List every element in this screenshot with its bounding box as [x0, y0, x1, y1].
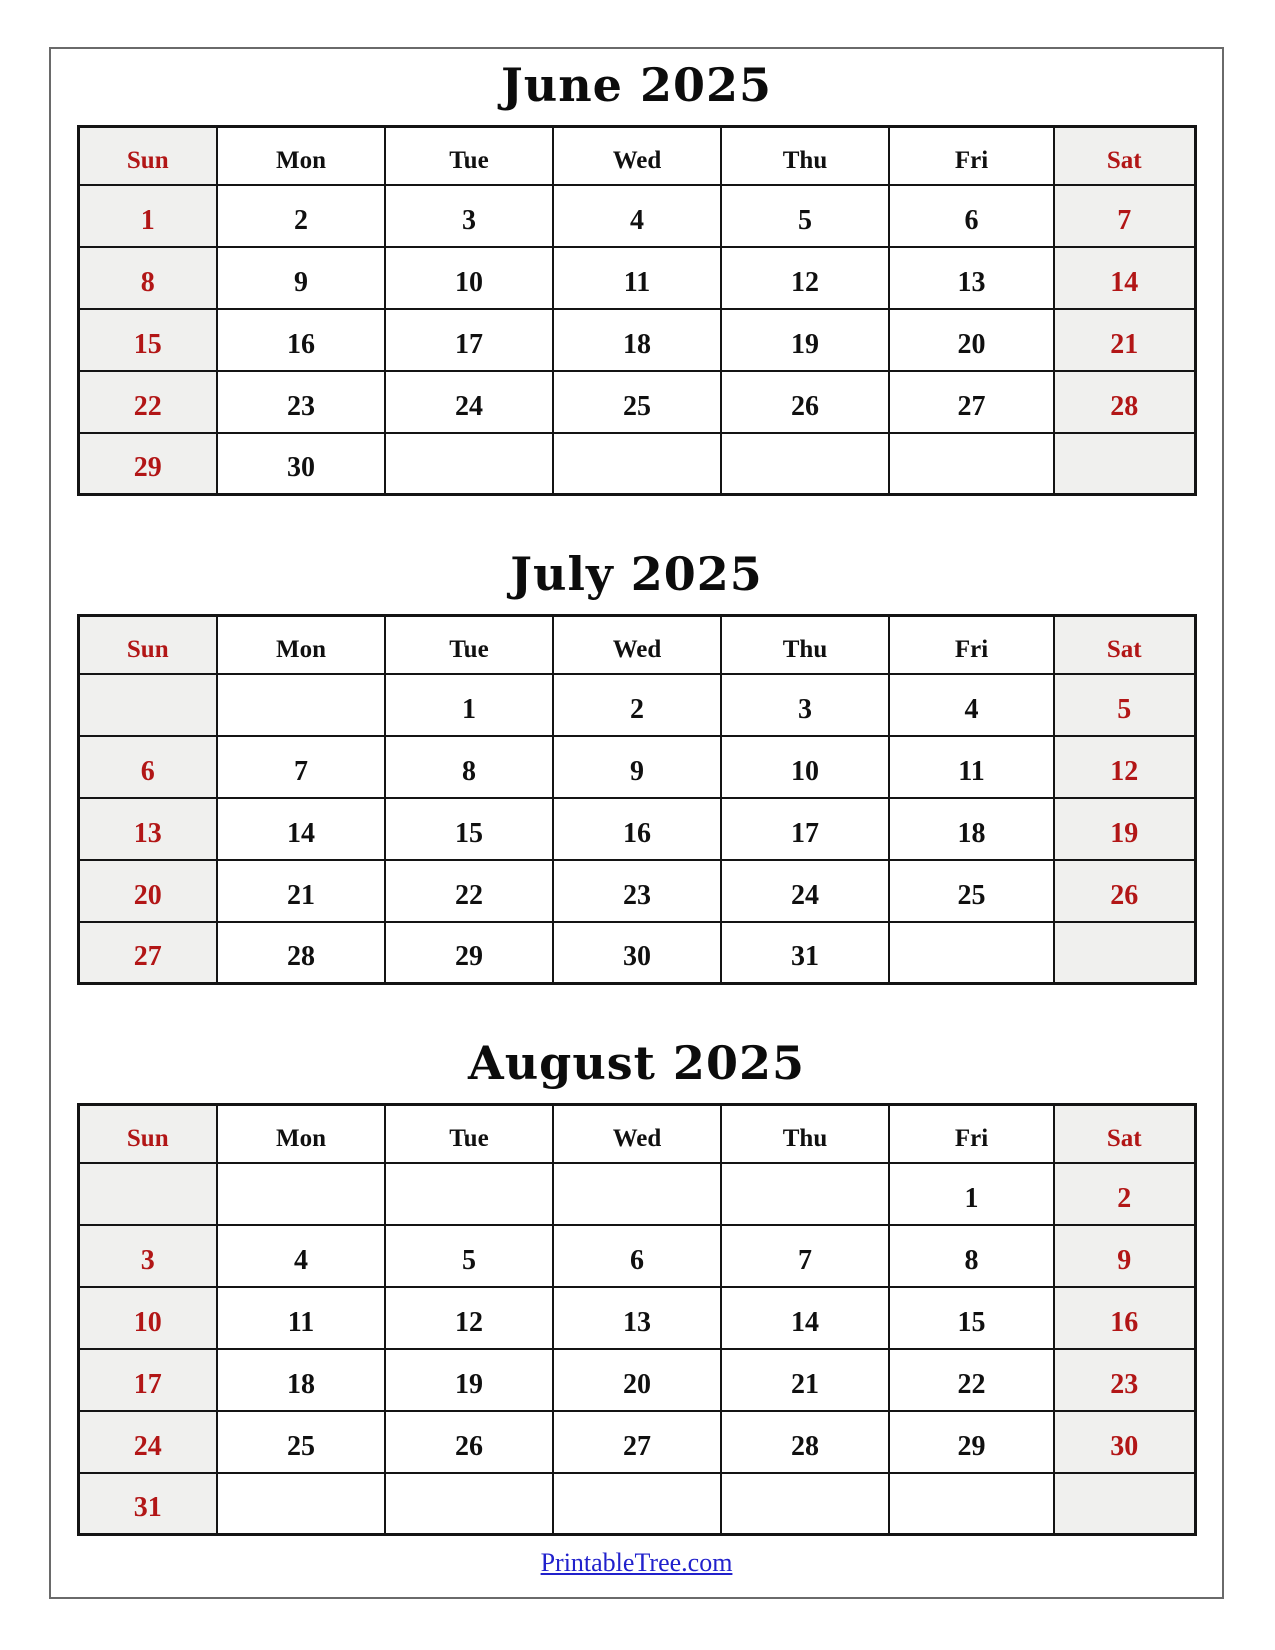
footer — [51, 1548, 1222, 1578]
day-cell-2: 2 — [217, 185, 385, 247]
day-cell-31: 31 — [78, 1473, 217, 1535]
day-cell-12: 12 — [1054, 736, 1195, 798]
day-cell-18: 18 — [553, 309, 721, 371]
day-cell-14: 14 — [1054, 247, 1195, 309]
day-cell-20: 20 — [553, 1349, 721, 1411]
day-cell-19: 19 — [385, 1349, 553, 1411]
day-cell-29: 29 — [385, 922, 553, 984]
day-cell-26: 26 — [721, 371, 889, 433]
day-cell-10: 10 — [78, 1287, 217, 1349]
weekday-header-row — [78, 616, 1195, 674]
week-row — [78, 433, 1195, 495]
day-cell-empty — [385, 433, 553, 495]
weekday-header-wed: Wed — [553, 127, 721, 185]
day-cell-8: 8 — [78, 247, 217, 309]
weekday-header-sat: Sat — [1054, 1105, 1195, 1163]
day-cell-20: 20 — [78, 860, 217, 922]
day-cell-22: 22 — [385, 860, 553, 922]
day-cell-3: 3 — [385, 185, 553, 247]
day-cell-empty — [721, 433, 889, 495]
day-cell-22: 22 — [78, 371, 217, 433]
month-title: August 2025 — [468, 1036, 805, 1090]
day-cell-13: 13 — [889, 247, 1054, 309]
day-cell-1: 1 — [78, 185, 217, 247]
week-row — [78, 1473, 1195, 1535]
month-section-july — [51, 542, 1222, 985]
day-cell-3: 3 — [78, 1225, 217, 1287]
weekday-header-mon: Mon — [217, 127, 385, 185]
day-cell-17: 17 — [385, 309, 553, 371]
day-cell-1: 1 — [889, 1163, 1054, 1225]
day-cell-empty — [721, 1473, 889, 1535]
day-cell-4: 4 — [553, 185, 721, 247]
day-cell-empty — [385, 1163, 553, 1225]
day-cell-11: 11 — [217, 1287, 385, 1349]
day-cell-16: 16 — [553, 798, 721, 860]
week-row — [78, 1349, 1195, 1411]
week-row — [78, 1287, 1195, 1349]
day-cell-26: 26 — [385, 1411, 553, 1473]
day-cell-15: 15 — [385, 798, 553, 860]
day-cell-12: 12 — [721, 247, 889, 309]
weekday-header-fri: Fri — [889, 1105, 1054, 1163]
day-cell-18: 18 — [889, 798, 1054, 860]
weekday-header-sat: Sat — [1054, 127, 1195, 185]
day-cell-18: 18 — [217, 1349, 385, 1411]
day-cell-7: 7 — [721, 1225, 889, 1287]
day-cell-31: 31 — [721, 922, 889, 984]
day-cell-22: 22 — [889, 1349, 1054, 1411]
day-cell-24: 24 — [721, 860, 889, 922]
week-row — [78, 860, 1195, 922]
day-cell-empty — [217, 1473, 385, 1535]
day-cell-27: 27 — [78, 922, 217, 984]
day-cell-8: 8 — [889, 1225, 1054, 1287]
day-cell-15: 15 — [889, 1287, 1054, 1349]
day-cell-27: 27 — [553, 1411, 721, 1473]
day-cell-10: 10 — [721, 736, 889, 798]
day-cell-15: 15 — [78, 309, 217, 371]
day-cell-7: 7 — [217, 736, 385, 798]
day-cell-30: 30 — [1054, 1411, 1195, 1473]
day-cell-9: 9 — [1054, 1225, 1195, 1287]
calendar-table-june — [77, 125, 1197, 496]
day-cell-2: 2 — [1054, 1163, 1195, 1225]
day-cell-13: 13 — [553, 1287, 721, 1349]
day-cell-6: 6 — [553, 1225, 721, 1287]
day-cell-16: 16 — [1054, 1287, 1195, 1349]
day-cell-28: 28 — [721, 1411, 889, 1473]
weekday-header-mon: Mon — [217, 616, 385, 674]
day-cell-20: 20 — [889, 309, 1054, 371]
day-cell-4: 4 — [889, 674, 1054, 736]
day-cell-10: 10 — [385, 247, 553, 309]
day-cell-empty — [553, 1473, 721, 1535]
month-title: June 2025 — [501, 58, 772, 112]
weekday-header-row — [78, 127, 1195, 185]
weekday-header-fri: Fri — [889, 127, 1054, 185]
week-row — [78, 371, 1195, 433]
day-cell-empty — [78, 674, 217, 736]
day-cell-25: 25 — [553, 371, 721, 433]
weekday-header-thu: Thu — [721, 616, 889, 674]
weekday-header-sun: Sun — [78, 127, 217, 185]
day-cell-empty — [553, 1163, 721, 1225]
weekday-header-row — [78, 1105, 1195, 1163]
weekday-header-sun: Sun — [78, 616, 217, 674]
day-cell-21: 21 — [1054, 309, 1195, 371]
day-cell-12: 12 — [385, 1287, 553, 1349]
month-title: July 2025 — [510, 547, 763, 601]
day-cell-23: 23 — [217, 371, 385, 433]
weekday-header-thu: Thu — [721, 1105, 889, 1163]
weekday-header-tue: Tue — [385, 127, 553, 185]
weekday-header-mon: Mon — [217, 1105, 385, 1163]
week-row — [78, 1411, 1195, 1473]
weekday-header-tue: Tue — [385, 1105, 553, 1163]
day-cell-empty — [1054, 433, 1195, 495]
day-cell-28: 28 — [217, 922, 385, 984]
month-section-august — [51, 1031, 1222, 1536]
day-cell-empty — [889, 433, 1054, 495]
day-cell-30: 30 — [553, 922, 721, 984]
day-cell-empty — [217, 1163, 385, 1225]
day-cell-28: 28 — [1054, 371, 1195, 433]
calendar-table-august — [77, 1103, 1197, 1536]
day-cell-17: 17 — [78, 1349, 217, 1411]
day-cell-6: 6 — [78, 736, 217, 798]
day-cell-14: 14 — [721, 1287, 889, 1349]
day-cell-empty — [889, 1473, 1054, 1535]
day-cell-3: 3 — [721, 674, 889, 736]
weekday-header-thu: Thu — [721, 127, 889, 185]
day-cell-empty — [889, 922, 1054, 984]
calendar-table-july — [77, 614, 1197, 985]
page-frame — [49, 47, 1224, 1599]
day-cell-16: 16 — [217, 309, 385, 371]
day-cell-5: 5 — [721, 185, 889, 247]
weekday-header-sun: Sun — [78, 1105, 217, 1163]
week-row — [78, 674, 1195, 736]
day-cell-29: 29 — [78, 433, 217, 495]
day-cell-23: 23 — [1054, 1349, 1195, 1411]
day-cell-24: 24 — [78, 1411, 217, 1473]
day-cell-7: 7 — [1054, 185, 1195, 247]
day-cell-25: 25 — [889, 860, 1054, 922]
day-cell-21: 21 — [721, 1349, 889, 1411]
day-cell-25: 25 — [217, 1411, 385, 1473]
day-cell-4: 4 — [217, 1225, 385, 1287]
day-cell-29: 29 — [889, 1411, 1054, 1473]
weekday-header-wed: Wed — [553, 616, 721, 674]
week-row — [78, 798, 1195, 860]
day-cell-21: 21 — [217, 860, 385, 922]
day-cell-9: 9 — [217, 247, 385, 309]
day-cell-17: 17 — [721, 798, 889, 860]
week-row — [78, 736, 1195, 798]
day-cell-empty — [721, 1163, 889, 1225]
week-row — [78, 922, 1195, 984]
day-cell-13: 13 — [78, 798, 217, 860]
weekday-header-tue: Tue — [385, 616, 553, 674]
day-cell-8: 8 — [385, 736, 553, 798]
day-cell-2: 2 — [553, 674, 721, 736]
week-row — [78, 247, 1195, 309]
day-cell-19: 19 — [721, 309, 889, 371]
day-cell-empty — [78, 1163, 217, 1225]
day-cell-24: 24 — [385, 371, 553, 433]
day-cell-5: 5 — [385, 1225, 553, 1287]
day-cell-1: 1 — [385, 674, 553, 736]
week-row — [78, 309, 1195, 371]
day-cell-empty — [385, 1473, 553, 1535]
day-cell-23: 23 — [553, 860, 721, 922]
day-cell-empty — [553, 433, 721, 495]
day-cell-11: 11 — [553, 247, 721, 309]
weekday-header-sat: Sat — [1054, 616, 1195, 674]
footer-link[interactable]: PrintableTree.com — [540, 1548, 733, 1577]
day-cell-6: 6 — [889, 185, 1054, 247]
month-section-june — [51, 53, 1222, 496]
day-cell-9: 9 — [553, 736, 721, 798]
day-cell-19: 19 — [1054, 798, 1195, 860]
weekday-header-fri: Fri — [889, 616, 1054, 674]
week-row — [78, 1225, 1195, 1287]
day-cell-11: 11 — [889, 736, 1054, 798]
day-cell-empty — [1054, 922, 1195, 984]
day-cell-empty — [1054, 1473, 1195, 1535]
day-cell-empty — [217, 674, 385, 736]
day-cell-27: 27 — [889, 371, 1054, 433]
week-row — [78, 1163, 1195, 1225]
weekday-header-wed: Wed — [553, 1105, 721, 1163]
week-row — [78, 185, 1195, 247]
day-cell-30: 30 — [217, 433, 385, 495]
day-cell-14: 14 — [217, 798, 385, 860]
day-cell-26: 26 — [1054, 860, 1195, 922]
day-cell-5: 5 — [1054, 674, 1195, 736]
